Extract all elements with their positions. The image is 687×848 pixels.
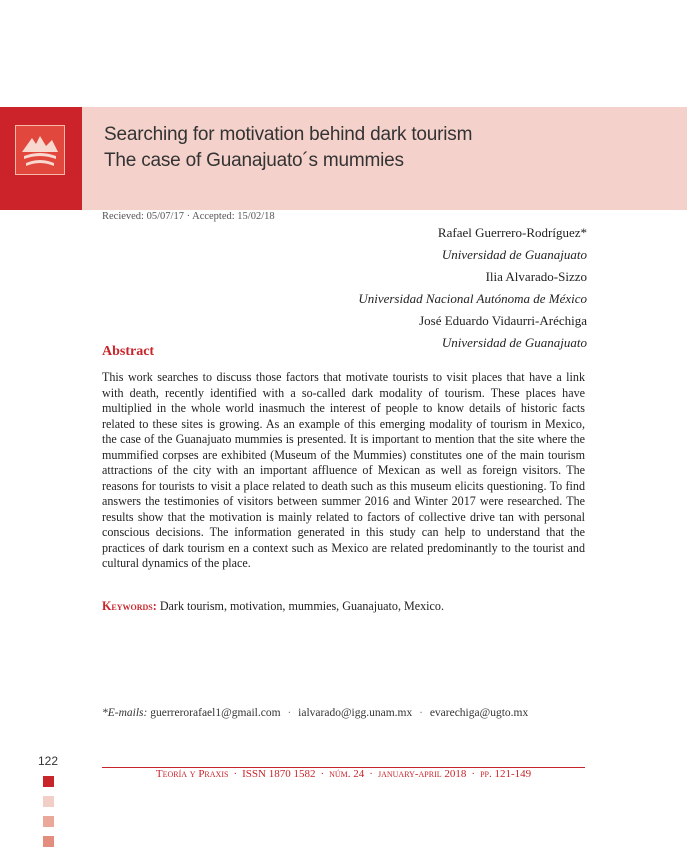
article-title xyxy=(104,122,472,174)
author-affiliation: Universidad Nacional Autónoma de México xyxy=(358,291,587,306)
email-link[interactable]: ialvarado@igg.unam.mx xyxy=(298,707,413,719)
journal-logo-icon xyxy=(15,125,65,175)
footer-period: january-april 2018 xyxy=(377,768,467,780)
email-link[interactable]: evarechiga@ugto.mx xyxy=(429,707,529,719)
separator: · xyxy=(419,707,423,719)
decorative-square xyxy=(43,796,54,807)
abstract-heading: Abstract xyxy=(102,344,155,359)
keywords-line xyxy=(102,599,585,614)
footer-issn: ISSN 1870 1582 xyxy=(242,768,316,780)
footer-issue: núm. 24 xyxy=(329,768,365,780)
footer-pages: pp. 121-149 xyxy=(480,768,532,780)
author-affiliation: Universidad de Guanajuato xyxy=(441,335,587,350)
separator: · xyxy=(287,707,292,719)
decorative-square xyxy=(43,776,54,787)
decorative-square xyxy=(43,836,54,847)
page-number: 122 xyxy=(38,754,59,768)
footer-journal: Teoría y Praxis xyxy=(155,768,229,780)
decorative-square xyxy=(43,816,54,827)
author-affiliation: Universidad de Guanajuato xyxy=(441,247,587,262)
emails-line xyxy=(102,707,528,719)
received-accepted-dates: Recieved: 05/07/17 · Accepted: 15/02/18 xyxy=(102,211,275,222)
abstract-text: This work searches to discuss those factors that motivate tourists to visit places that have a link with death, recently identified with a so-called dark modality of tourism. These places have multiplied in the whole world inasmuch the interest of people to know details of historic facts related to these sites is growing. As an example of this emerging modality of tourism in Mexico, the case of the Guanajuato mummies is presented. It is important to mention that the site where the mummified corpses are exhibited (Museum of the Mummies) constitutes one of the main tourism attractions of the city with an important affluence of Mexican as well as foreign visitors. The reasons for tourists to visit a place related to death such as this museum elicits questioning. To find answers the testimonies of visitors between summer 2016 and Winter 2017 were researched. The results show that the motivation is mainly related to factors of collective drive tan with personal conscious decisions. The information generated in this study can help to understand that the practices of dark tourism en a context such as Mexico are related predominantly to the tourist and cultural dynamics of the place. xyxy=(102,370,585,570)
email-link[interactable]: guerrerorafael1@gmail.com xyxy=(150,707,281,719)
title-line-2: The case of Guanajuato´s mummies xyxy=(104,150,404,171)
authors-block xyxy=(358,222,587,354)
emails-label: *E-mails: xyxy=(102,707,148,719)
author-name: Ilia Alvarado-Sizzo xyxy=(485,269,587,284)
author-name: Rafael Guerrero-Rodríguez* xyxy=(437,225,587,240)
title-line-1: Searching for motivation behind dark tourism xyxy=(104,124,473,145)
author-name: José Eduardo Vidaurri-Aréchiga xyxy=(419,313,587,328)
keywords-text: Dark tourism, motivation, mummies, Guanajuato, Mexico. xyxy=(159,599,444,613)
running-footer: Teoría y Praxis · ISSN 1870 1582 · núm. 24 · january-april 2018 · pp. 121-149 xyxy=(155,768,532,780)
keywords-label: Keywords: xyxy=(102,599,157,613)
